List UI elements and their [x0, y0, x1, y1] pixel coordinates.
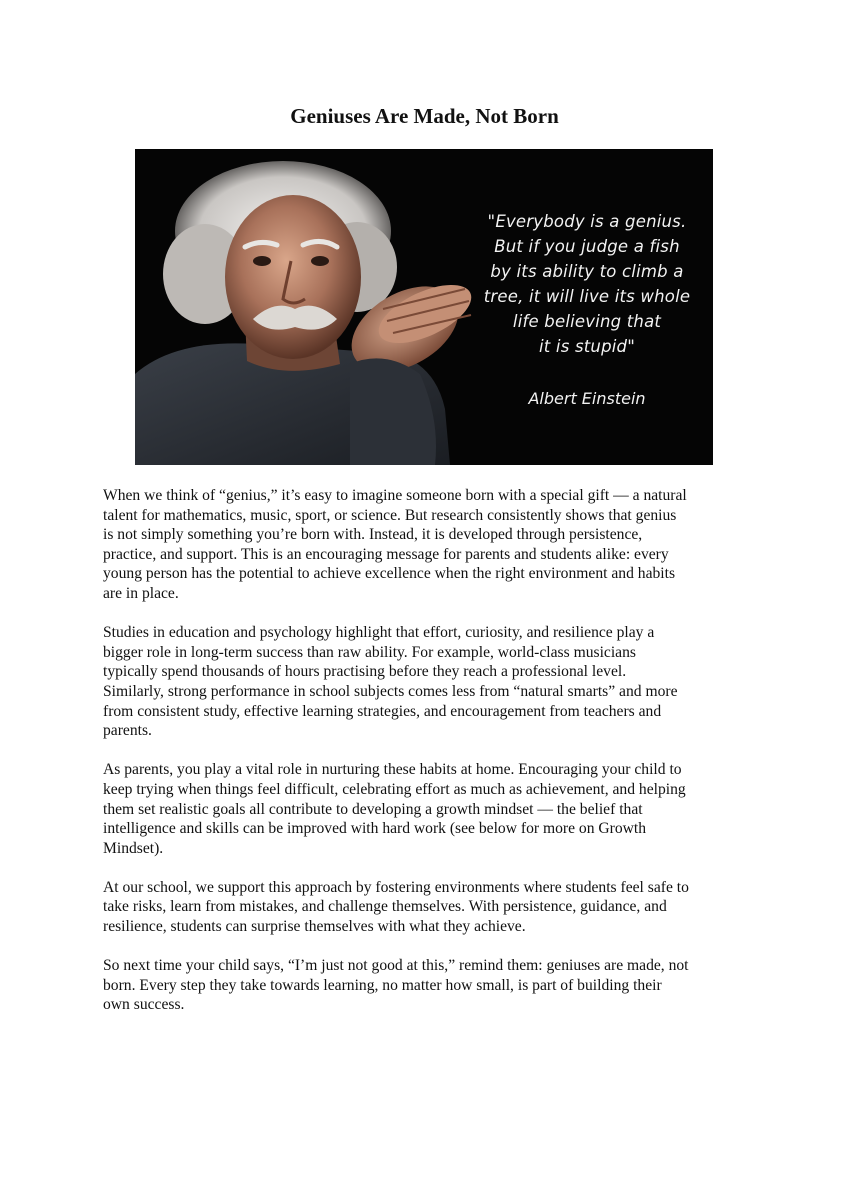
einstein-quote-image	[135, 149, 713, 465]
text-line: At our school, we support this approach by fostering environments where students feel safe to	[103, 878, 689, 896]
paragraph	[103, 956, 751, 1015]
text-line: Studies in education and psychology highlight that effort, curiosity, and resilience play a	[103, 624, 655, 642]
text-line: own success.	[103, 996, 185, 1014]
paragraph	[103, 623, 751, 741]
text-line: keep trying when things feel difficult, celebrating effort as much as achievement, and helping	[103, 780, 686, 798]
text-line: When we think of “genius,” it’s easy to imagine someone born with a special gift — a natural	[103, 487, 687, 504]
text-line: typically spend thousands of hours practising before they reach a professional level.	[103, 663, 627, 681]
text-line: practice, and support. This is an encouraging message for parents and students alike: every	[103, 545, 669, 563]
text-line: from consistent study, effective learning strategies, and encouragement from teachers and	[103, 702, 662, 720]
text-line: Mindset).	[103, 839, 164, 857]
quote-line: by its ability to climb a	[490, 262, 684, 281]
text-line: As parents, you play a vital role in nurturing these habits at home. Encouraging your child to	[103, 761, 682, 779]
quote-text	[467, 209, 707, 359]
quote-line: life believing that	[512, 312, 662, 331]
text-line: talent for mathematics, music, sport, or science. But research consistently shows that genius	[103, 506, 677, 524]
text-line: resilience, students can surprise themselves with what they achieve.	[103, 918, 526, 936]
text-line: young person has the potential to achieve excellence when the right environment and habits	[103, 565, 676, 583]
page-title: Geniuses Are Made, Not Born	[290, 104, 559, 128]
text-line: take risks, learn from mistakes, and challenge themselves. With persistence, guidance, and	[103, 898, 667, 916]
text-line: bigger role in long-term success than raw ability. For example, world-class musicians	[103, 643, 636, 661]
quote-line: "Everybody is a genius.	[487, 212, 687, 231]
article-body	[103, 486, 751, 1035]
text-line: born. Every step they take towards learning, no matter how small, is part of building their	[103, 976, 662, 994]
quote-line: tree, it will live its whole	[483, 287, 691, 306]
text-line: parents.	[103, 722, 152, 740]
quote-line: it is stupid"	[539, 337, 635, 356]
text-line: are in place.	[103, 584, 179, 602]
paragraph	[103, 878, 751, 937]
paragraph	[103, 760, 751, 858]
text-line: So next time your child says, “I’m just not good at this,” remind them: geniuses are made, not	[103, 957, 689, 975]
quote-line: But if you judge a fish	[494, 237, 680, 256]
text-line: is not simply something you’re born with. Instead, it is developed through persistence,	[103, 526, 643, 544]
quote-author: Albert Einstein	[528, 389, 646, 408]
text-line: intelligence and skills can be improved with hard work (see below for more on Growth	[103, 820, 647, 838]
paragraph	[103, 486, 751, 604]
text-line: them set realistic goals all contribute to developing a growth mindset — the belief that	[103, 800, 643, 818]
text-line: Similarly, strong performance in school subjects comes less from “natural smarts” and more	[103, 682, 678, 700]
